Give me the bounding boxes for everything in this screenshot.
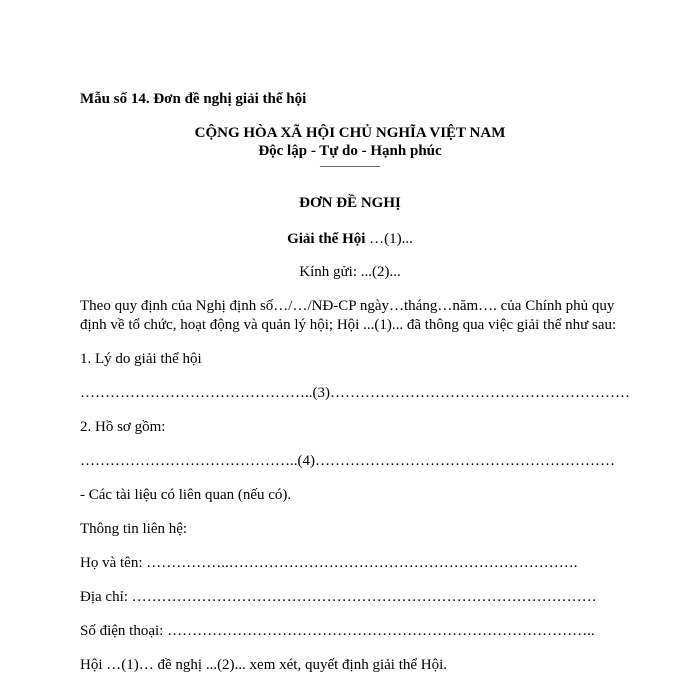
intro-line-1: Theo quy định của Nghị định số…/…/NĐ-CP ngày…tháng…năm…. của Chính phủ quy (80, 298, 615, 314)
phone-field: Số điện thoại: ………………………………………………………………………….. (80, 623, 595, 639)
section2-heading: 2. Hồ sơ gồm: (80, 419, 166, 435)
national-name: CỘNG HÒA XÃ HỘI CHỦ NGHĨA VIỆT NAM (194, 125, 506, 141)
motto-rule: ————— (320, 158, 380, 172)
address-field: Địa chỉ: ………………………………………………………………………………… (80, 589, 597, 605)
section1-heading: 1. Lý do giải thể hội (80, 351, 202, 367)
contact-heading: Thông tin liên hệ: (80, 521, 188, 537)
motto: Độc lập - Tự do - Hạnh phúc (258, 143, 442, 159)
section1-blank: ………………………………………..(3)…………………………………………………… (80, 385, 630, 401)
related-docs: - Các tài liệu có liên quan (nếu có). (80, 487, 292, 503)
recipient: Kính gửi: ...(2)... (299, 264, 401, 280)
subtitle-rest: …(1)... (365, 231, 413, 247)
intro-line-2: định về tổ chức, hoạt động và quản lý hội; Hội ...(1)... đã thông qua việc giải thể như sau: (80, 317, 617, 333)
doc-title: ĐƠN ĐỀ NGHỊ (299, 195, 401, 211)
name-field: Họ và tên: ……………..……………………………………………………………. (80, 555, 578, 571)
form-title: Mẫu số 14. Đơn đề nghị giải thể hội (80, 91, 307, 107)
closing-line: Hội …(1)… đề nghị ...(2)... xem xét, quyết định giải thể Hội. (80, 657, 448, 673)
section2-blank: ……………………………………..(4)…………………………………………………… (80, 453, 615, 469)
doc-subtitle (0, 230, 700, 248)
subtitle-bold: Giải thể Hội (287, 231, 366, 247)
